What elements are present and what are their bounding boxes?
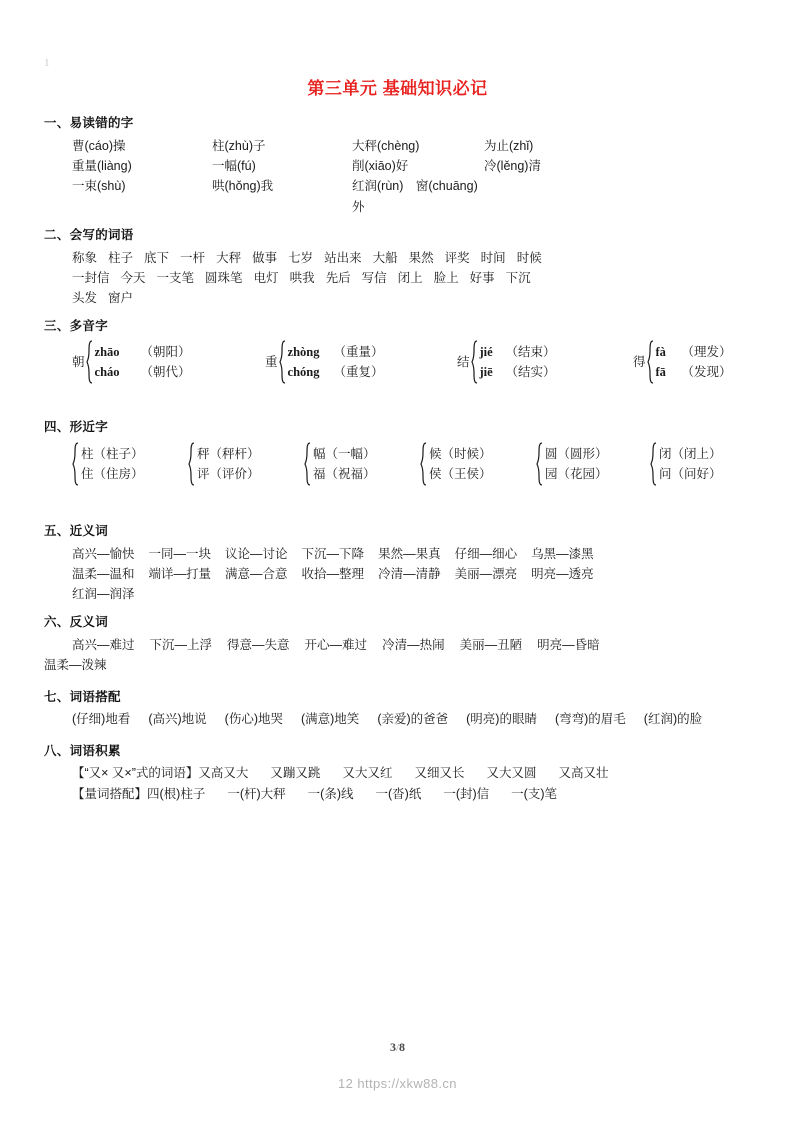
word-cell: 削(xiāo)好 bbox=[352, 159, 409, 173]
polyphonic-group bbox=[265, 340, 457, 384]
curly-brace-icon bbox=[72, 442, 79, 486]
section-heading: 五、近义词 bbox=[44, 523, 109, 538]
list-item: 开心—难过 bbox=[304, 638, 368, 652]
list-item: 评奖 bbox=[444, 250, 470, 265]
section-heading: 二、会写的词语 bbox=[44, 227, 134, 242]
character-line: 侯（王侯） bbox=[429, 466, 492, 481]
section-heading: 一、易读错的字 bbox=[44, 116, 134, 130]
list-item: 哄我 bbox=[289, 270, 315, 285]
list-item: 做事 bbox=[252, 250, 278, 265]
document-content bbox=[44, 114, 756, 806]
section-heading: 六、反义词 bbox=[44, 615, 109, 630]
list-item: 冷清—热闹 bbox=[382, 638, 445, 652]
word-row bbox=[72, 248, 756, 268]
list-item: 闭上 bbox=[397, 270, 423, 285]
polyphonic-char: 得 bbox=[633, 354, 646, 369]
polyphonic-group bbox=[633, 340, 732, 384]
word-row bbox=[72, 136, 756, 156]
page-current: 3 bbox=[389, 1040, 396, 1054]
pinyin: jié bbox=[479, 344, 493, 359]
character-line: 秤（秤杆） bbox=[197, 446, 260, 461]
list-item: 圆珠笔 bbox=[205, 270, 243, 285]
group-label: 【“又× 又×”式的词语】 bbox=[72, 766, 199, 781]
list-item: 窗户 bbox=[108, 291, 134, 305]
reading-line bbox=[656, 342, 732, 362]
section-heading: 四、形近字 bbox=[44, 420, 109, 434]
list-item: 又高又大 bbox=[198, 766, 249, 781]
list-item: (红润)的脸 bbox=[643, 712, 703, 727]
section-body bbox=[44, 248, 756, 309]
character-pair bbox=[313, 444, 376, 485]
antonym-row bbox=[72, 635, 756, 655]
list-item: 下沉 bbox=[505, 270, 531, 285]
list-item: 写信 bbox=[361, 270, 387, 285]
curly-brace-icon bbox=[279, 340, 286, 384]
character-pair bbox=[659, 444, 722, 485]
section-heading: 七、词语搭配 bbox=[44, 689, 121, 704]
list-item: 一(封)信 bbox=[443, 786, 490, 801]
list-item: 高兴—愉快 bbox=[72, 546, 135, 561]
list-item: 大秤 bbox=[216, 250, 242, 265]
list-item: 果然 bbox=[408, 250, 434, 265]
section-words-to-write bbox=[44, 226, 756, 309]
reading-line bbox=[656, 362, 732, 382]
example-word: （结束） bbox=[505, 344, 556, 359]
section-heading: 三、多音字 bbox=[44, 319, 109, 334]
list-item: 议论—讨论 bbox=[225, 546, 288, 561]
list-item: 时候 bbox=[516, 250, 542, 265]
word-row bbox=[72, 176, 756, 217]
list-item: 一(条)线 bbox=[307, 786, 354, 801]
polyphonic-char: 结 bbox=[457, 354, 470, 369]
polyphonic-group-row bbox=[44, 340, 756, 384]
word-cell: 哄(hǒng)我 bbox=[212, 179, 274, 194]
pinyin: zhòng bbox=[287, 344, 320, 359]
curly-brace-icon bbox=[420, 442, 427, 486]
word-row bbox=[72, 156, 756, 176]
word-row bbox=[72, 268, 756, 288]
polyphonic-readings bbox=[95, 342, 191, 383]
section-antonyms bbox=[44, 613, 756, 675]
list-item: 先后 bbox=[325, 270, 351, 285]
example-word: （重量） bbox=[333, 344, 384, 359]
curly-brace-icon bbox=[304, 442, 311, 486]
list-item: 柱子 bbox=[108, 250, 134, 265]
section-body bbox=[44, 635, 756, 655]
word-row bbox=[72, 288, 756, 308]
list-item: 一(支)笔 bbox=[511, 786, 557, 801]
measure-word-items bbox=[147, 787, 557, 801]
similar-character-row bbox=[44, 442, 756, 486]
polyphonic-group bbox=[72, 340, 265, 384]
section-similar-characters bbox=[44, 418, 756, 486]
character-line: 柱（柱子） bbox=[81, 446, 144, 461]
list-item: 又蹦又跳 bbox=[270, 766, 321, 781]
character-line: 幅（一幅） bbox=[313, 446, 376, 461]
page-total: 8 bbox=[399, 1040, 406, 1054]
list-item: 一封信 bbox=[72, 270, 110, 285]
list-item: 一支笔 bbox=[156, 270, 195, 285]
list-item: 收拾—整理 bbox=[301, 566, 365, 581]
section-body bbox=[44, 709, 756, 729]
curly-brace-icon bbox=[188, 442, 195, 486]
example-word: （发现） bbox=[681, 365, 732, 379]
character-pair bbox=[81, 444, 144, 485]
similar-character-group bbox=[420, 442, 536, 486]
list-item: 冷清—清静 bbox=[378, 566, 441, 581]
character-line: 园（花园） bbox=[545, 466, 608, 481]
list-item: (伤心)地哭 bbox=[224, 712, 283, 727]
pinyin: cháo bbox=[94, 365, 120, 379]
similar-character-group bbox=[188, 442, 304, 486]
list-item: 一(沓)纸 bbox=[375, 786, 422, 801]
character-line: 问（问好） bbox=[659, 466, 722, 481]
section-word-accumulation bbox=[44, 742, 756, 804]
similar-character-group bbox=[536, 442, 650, 486]
section-body-overflow bbox=[44, 655, 756, 675]
polyphonic-readings bbox=[288, 342, 384, 383]
list-item: 今天 bbox=[120, 270, 146, 285]
word-cell: 柱(zhù)子 bbox=[212, 138, 266, 153]
section-body bbox=[44, 763, 756, 804]
example-word: （重复） bbox=[333, 365, 384, 379]
page-corner-marker: 1 bbox=[44, 57, 50, 69]
word-cell: 大秤(chèng) bbox=[352, 138, 420, 153]
synonym-row bbox=[72, 544, 756, 564]
character-line: 候（时候） bbox=[429, 446, 492, 461]
list-item: 电灯 bbox=[253, 270, 279, 285]
reading-line bbox=[288, 362, 384, 382]
polyphonic-readings bbox=[480, 342, 556, 383]
list-item: 高兴—难过 bbox=[72, 638, 135, 652]
similar-character-group bbox=[72, 442, 188, 486]
section-polyphonic-characters bbox=[44, 317, 756, 384]
list-item: 一同—一块 bbox=[148, 546, 212, 561]
list-item: 称象 bbox=[72, 250, 98, 265]
list-item: 美丽—丑陋 bbox=[459, 638, 523, 652]
page-number bbox=[0, 1040, 795, 1055]
synonym-row bbox=[72, 564, 756, 584]
example-word: （结实） bbox=[505, 365, 556, 379]
polyphonic-group bbox=[457, 340, 633, 384]
list-item: 又大又红 bbox=[342, 766, 393, 781]
list-item: 站出来 bbox=[324, 250, 362, 265]
group-label: 【量词搭配】 bbox=[72, 786, 148, 801]
word-cell: 红润(rùn) 窗(chuāng)外 bbox=[352, 179, 478, 214]
list-item: (明亮)的眼睛 bbox=[466, 712, 537, 727]
list-item: 一(杆)大秤 bbox=[227, 786, 286, 801]
word-cell: 一幅(fú) bbox=[212, 159, 256, 173]
example-word: （理发） bbox=[681, 344, 732, 359]
accumulation-group-1 bbox=[72, 763, 756, 783]
reading-line bbox=[95, 362, 191, 382]
list-item: 明亮—昏暗 bbox=[537, 638, 600, 652]
example-word: （朝代） bbox=[140, 365, 191, 379]
list-item: 温柔—泼辣 bbox=[44, 658, 107, 673]
pinyin: chóng bbox=[287, 365, 320, 379]
curly-brace-icon bbox=[471, 340, 478, 384]
list-item: 乌黑—漆黑 bbox=[531, 546, 594, 561]
list-item: 下沉—下降 bbox=[301, 546, 365, 561]
list-item: 温柔—温和 bbox=[72, 566, 135, 581]
list-item: 头发 bbox=[72, 291, 98, 305]
pinyin: fā bbox=[655, 365, 666, 379]
list-item: 红润—润泽 bbox=[72, 587, 135, 601]
curly-brace-icon bbox=[536, 442, 543, 486]
character-pair bbox=[545, 444, 608, 485]
list-item: (弯弯)的眉毛 bbox=[554, 712, 626, 727]
pinyin: jiē bbox=[479, 365, 493, 379]
list-item: 得意—失意 bbox=[227, 638, 290, 652]
reading-line bbox=[95, 342, 191, 362]
list-item: 又高又壮 bbox=[558, 766, 609, 781]
pinyin: zhāo bbox=[94, 344, 120, 359]
polyphonic-char: 重 bbox=[265, 354, 278, 369]
character-line: 住（住房） bbox=[81, 466, 144, 481]
reading-line bbox=[480, 342, 556, 362]
section-body bbox=[44, 544, 756, 605]
word-cell: 曹(cáo)操 bbox=[72, 138, 126, 153]
list-item: 明亮—透亮 bbox=[531, 566, 594, 581]
section-body bbox=[44, 136, 756, 217]
synonym-row bbox=[72, 584, 756, 604]
word-cell: 冷(lěng)清 bbox=[484, 159, 541, 173]
list-item: 果然—果真 bbox=[378, 546, 441, 561]
list-item: 满意—合意 bbox=[225, 566, 288, 581]
character-pair bbox=[429, 444, 492, 485]
example-word: （朝阳） bbox=[140, 344, 191, 359]
page-separator: / bbox=[395, 1042, 400, 1054]
page-title: 第三单元 基础知识必记 bbox=[307, 79, 488, 98]
character-line: 闭（闭上） bbox=[659, 446, 722, 461]
list-item: 美丽—漂亮 bbox=[454, 566, 518, 581]
character-line: 评（评价） bbox=[197, 466, 260, 481]
list-item: 又细又长 bbox=[414, 766, 465, 781]
list-item: 底下 bbox=[144, 250, 170, 265]
list-item: 端详—打量 bbox=[148, 566, 212, 581]
list-item: 好事 bbox=[469, 270, 495, 285]
polyphonic-char: 朝 bbox=[72, 354, 85, 369]
list-item: 七岁 bbox=[288, 250, 314, 265]
word-cell: 为止(zhǐ) bbox=[484, 138, 534, 153]
list-item: 下沉—上浮 bbox=[149, 638, 213, 652]
watermark: 12 https://xkw88.cn bbox=[338, 1076, 457, 1091]
character-line: 圆（圆形） bbox=[545, 446, 608, 461]
collocation-list bbox=[72, 709, 756, 729]
section-heading: 八、词语积累 bbox=[44, 743, 121, 758]
section-synonyms bbox=[44, 522, 756, 605]
character-line: 福（祝福） bbox=[313, 466, 376, 481]
character-pair bbox=[197, 444, 260, 485]
curly-brace-icon bbox=[647, 340, 654, 384]
reading-line bbox=[480, 362, 556, 382]
polyphonic-readings bbox=[656, 342, 732, 383]
similar-character-group bbox=[304, 442, 420, 486]
list-item: 又大又圆 bbox=[486, 766, 537, 781]
word-cell: 重量(liàng) bbox=[72, 159, 132, 173]
list-item: (高兴)地说 bbox=[148, 712, 207, 727]
list-item: 一杆 bbox=[180, 250, 206, 265]
list-item: 四(根)柱子 bbox=[147, 786, 206, 801]
curly-brace-icon bbox=[86, 340, 93, 384]
list-item: (亲爱)的爸爸 bbox=[377, 712, 449, 727]
list-item: 时间 bbox=[480, 250, 506, 265]
section-word-collocation bbox=[44, 688, 756, 730]
list-item: (满意)地笑 bbox=[300, 712, 360, 727]
pinyin: fà bbox=[655, 344, 666, 359]
list-item: 大船 bbox=[372, 250, 398, 265]
word-cell: 一束(shù) bbox=[72, 179, 126, 194]
antonym-row bbox=[44, 655, 756, 675]
reading-line bbox=[288, 342, 384, 362]
accumulation-group-2 bbox=[72, 784, 756, 804]
list-item: 脸上 bbox=[433, 270, 459, 285]
accumulation-items bbox=[198, 766, 608, 780]
list-item: (仔细)地看 bbox=[72, 712, 131, 727]
section-easily-mispronounced bbox=[44, 114, 756, 217]
curly-brace-icon bbox=[650, 442, 657, 486]
list-item: 仔细—细心 bbox=[454, 546, 518, 561]
similar-character-group bbox=[650, 442, 722, 486]
